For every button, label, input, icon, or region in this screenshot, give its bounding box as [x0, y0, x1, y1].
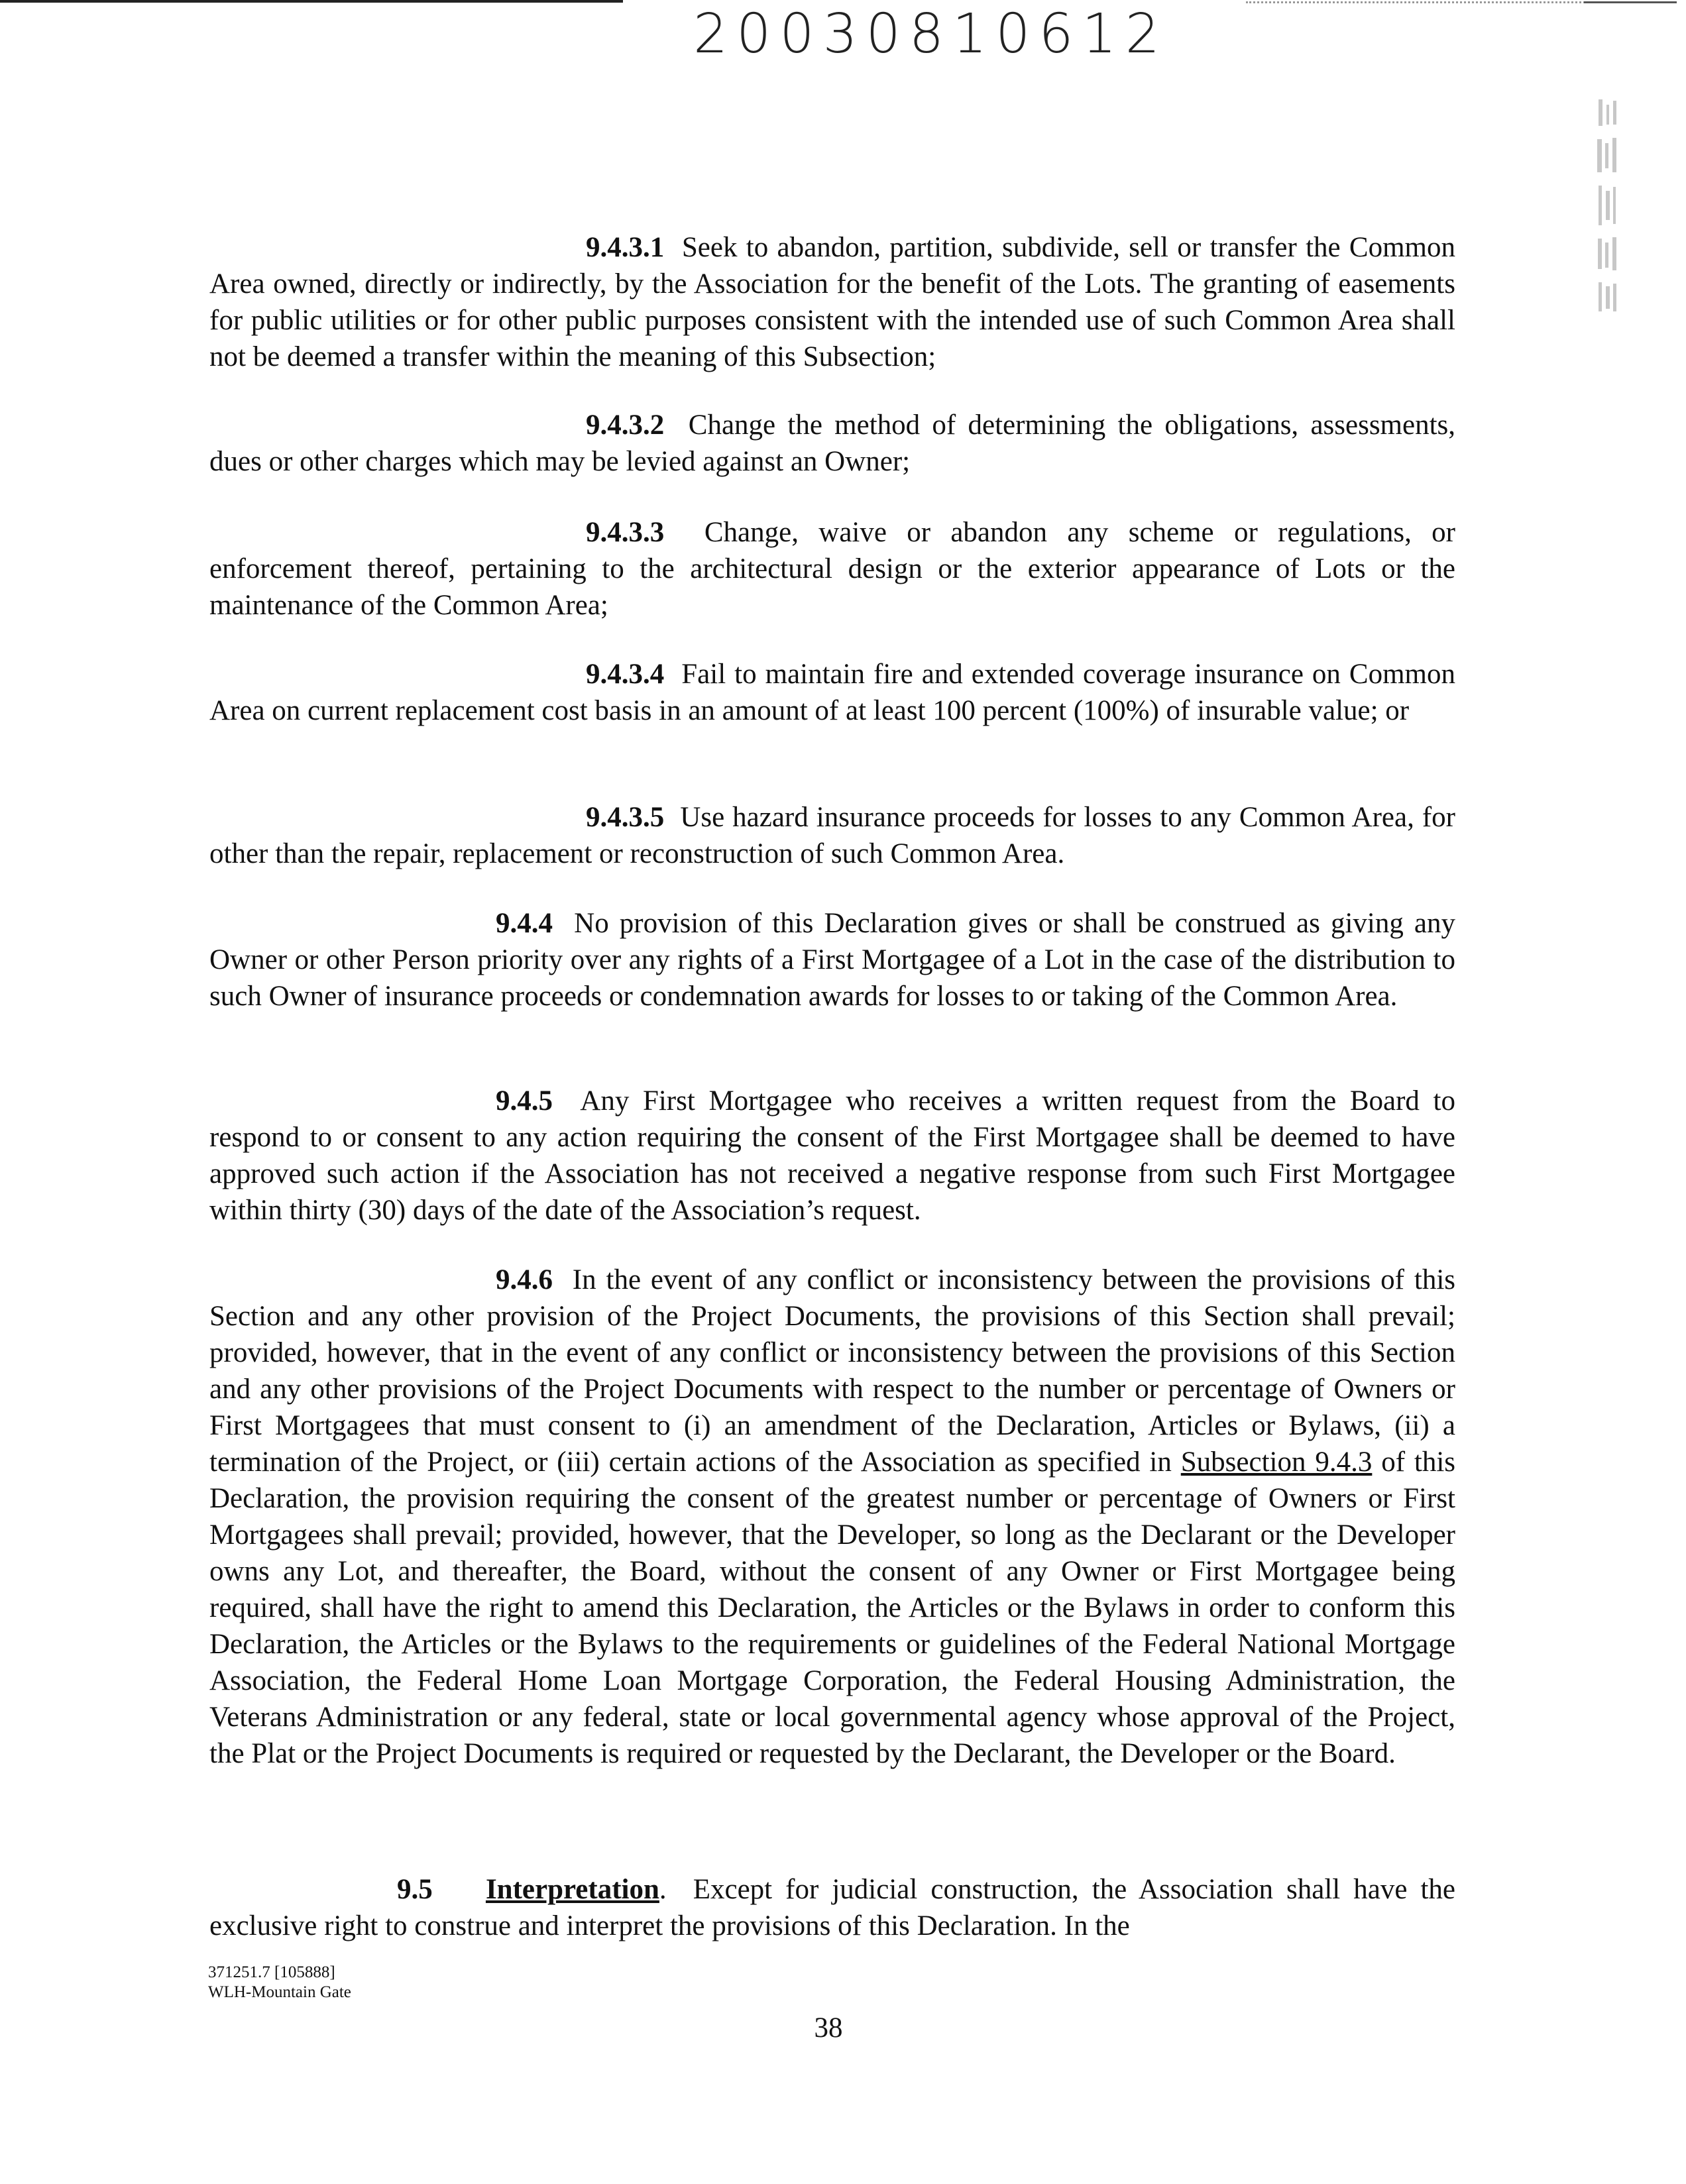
faint-vertical-stamp-mark	[1595, 99, 1621, 318]
footer-matter-name: WLH-Mountain Gate	[208, 1983, 351, 2001]
section-9-4-3-3	[209, 514, 1455, 624]
section-9-4-5	[209, 1083, 1455, 1228]
scan-top-right-dots	[1246, 1, 1617, 5]
section-9-5: 9.5 Interpretation. Except for judicial construction, the Association shall have the exclusive right to construe and interpret the provisions of this Declaration. In the	[209, 1874, 1456, 1941]
section-text-before: In the event of any conflict or inconsistency between the provisions of this Section and any other provision of the Project Documents, the provisions of this Section shall prevail; provided, however, that in the event of any conflict or inconsistency between the provisions of this Section and any other provisions of the Project Documents with respect to the number or percentage of Owners or First Mortgagees that must consent to (i) an amendment of the Declaration, Articles or Bylaws, (ii) a termination of the Project, or (iii) certain actions of the Association as specified in	[209, 1264, 1456, 1478]
section-number: 9.4.3.5	[586, 802, 665, 833]
section-9-4-4	[209, 905, 1455, 1014]
section-number: 9.4.3.3	[586, 517, 665, 548]
section-text: Use hazard insurance proceeds for losses to any Common Area, for other than the repair, replacement or reconstruction of such Common Area.	[209, 802, 1455, 869]
page-number: 38	[814, 2012, 843, 2044]
section-text: Fail to maintain fire and extended coverage insurance on Common Area on current replacement cost basis in an amount of at least 100 percent (100%) of insurable value; or	[209, 659, 1455, 726]
section-number: 9.4.3.4	[586, 659, 665, 690]
section-9-4-3-4	[209, 656, 1455, 729]
section-9-4-3-5	[209, 799, 1455, 872]
section-number: 9.5	[397, 1874, 433, 1905]
section-text: Change the method of determining the obligations, assessments, dues or other charges which may be levied against an Owner;	[209, 410, 1456, 477]
recording-number: 20030810612	[693, 3, 1168, 66]
section-text: Except for judicial construction, the Association shall have the exclusive right to construe and interpret the provisions of this Declaration. In the	[209, 1874, 1456, 1941]
footer-document-id	[208, 1963, 351, 2002]
section-text: Seek to abandon, partition, subdivide, sell or transfer the Common Area owned, directly or indirectly, by the Association for the benefit of the Lots. The granting of easements for public utilities or for other public purposes consistent with the intended use of such Common Area shall not be deemed a transfer within the meaning of this Subsection;	[209, 232, 1455, 372]
section-9-4-3-1	[209, 229, 1455, 375]
section-number: 9.4.4	[496, 908, 553, 939]
section-9-4-6	[209, 1262, 1455, 1772]
scan-top-right-rule	[1584, 1, 1677, 3]
section-text: Any First Mortgagee who receives a written request from the Board to respond to or consent to any action requiring the consent of the First Mortgagee shall be deemed to have approved such action if the Association has not received a negative response from such First Mortgagee within thirty (30) days of the date of the Association’s request.	[209, 1085, 1455, 1226]
scan-top-rule	[0, 0, 623, 3]
section-text: Change, waive or abandon any scheme or regulations, or enforcement thereof, pertaining to the architectural design or the exterior appearance of Lots or the maintenance of the Common Area;	[209, 517, 1455, 621]
section-number: 9.4.3.2	[586, 410, 665, 441]
section-number: 9.4.3.1	[586, 232, 665, 263]
footer-doc-number: 371251.7 [105888]	[208, 1963, 335, 1981]
section-number: 9.4.6	[496, 1264, 553, 1295]
section-number: 9.4.5	[496, 1085, 553, 1117]
subsection-reference-link: Subsection 9.4.3	[1180, 1447, 1373, 1478]
section-heading: Interpretation	[485, 1874, 659, 1905]
section-9-4-3-2	[209, 407, 1455, 480]
section-text: No provision of this Declaration gives or shall be construed as giving any Owner or other Person priority over any rights of a First Mortgagee of a Lot in the case of the distribution to such Owner of insurance proceeds or condemnation awards for losses to or taking of the Common Area.	[209, 908, 1456, 1012]
section-text-after: of this Declaration, the provision requiring the consent of the greatest number or percentage of Owners or First Mortgagees shall prevail; provided, however, that the Developer, so long as the Declarant or the Developer owns any Lot, and thereafter, the Board, without the consent of any Owner or First Mortgagee being required, shall have the right to amend this Declaration, the Articles or the Bylaws in order to conform this Declaration, the Articles or the Bylaws to the requirements or guidelines of the Federal National Mortgage Association, the Federal Home Loan Mortgage Corporation, the Federal Housing Administration, the Veterans Administration or any federal, state or local governmental agency whose approval of the Project, the Plat or the Project Documents is required or requested by the Declarant, the Developer or the Board.	[209, 1447, 1456, 1769]
